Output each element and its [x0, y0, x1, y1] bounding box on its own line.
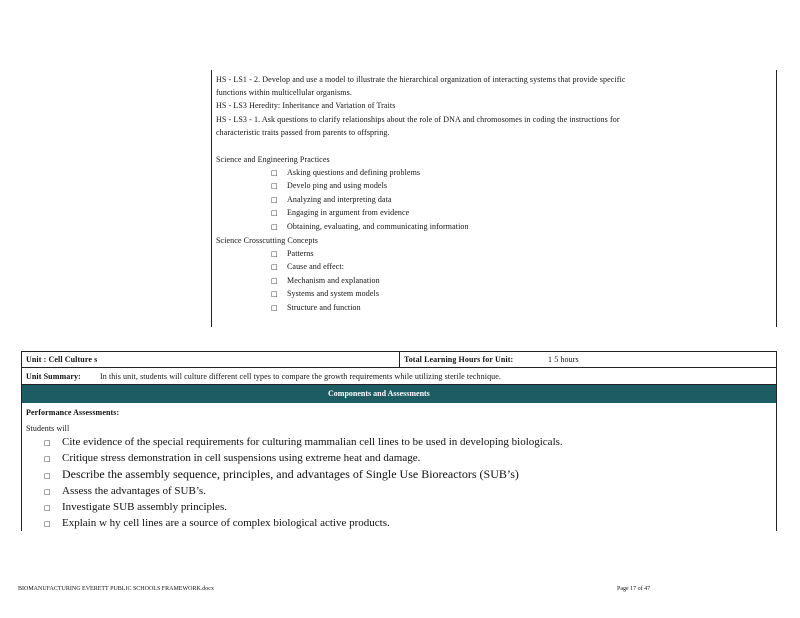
list-item: □ Asking questions and defining problems: [271, 168, 421, 177]
bullet-icon: □: [44, 455, 51, 463]
table-border-left: [21, 351, 22, 531]
list-item: □ Structure and function: [271, 303, 361, 312]
bullet-icon: □: [271, 209, 278, 217]
ls1-line2: functions within multicellular organisms.: [216, 88, 352, 97]
right-border: [776, 70, 777, 327]
list-item: □ Critique stress demonstration in cell suspensions using extreme heat and damage.: [44, 452, 421, 464]
hours-value: 1 5 hours: [548, 355, 579, 364]
bullet-icon: □: [271, 182, 278, 190]
students-will: Students will: [26, 424, 70, 433]
components-label: Components and Assessments: [328, 389, 430, 398]
bullet-icon: □: [44, 504, 51, 512]
summary-text: In this unit, students will culture different cell types to compare the growth requirements while utilizing sterile technique.: [100, 372, 502, 381]
table-divider: [399, 351, 400, 367]
bullet-icon: □: [44, 439, 51, 447]
table-divider: [21, 367, 777, 368]
list-item: □ Investigate SUB assembly principles.: [44, 501, 227, 513]
list-item: □ Analyzing and interpreting data: [271, 195, 392, 204]
ls3-line1: HS - LS3 - 1. Ask questions to clarify relationships about the role of DNA and chromosomes in coding the instructions for: [216, 115, 620, 124]
list-item: □ Obtaining, evaluating, and communicating information: [271, 222, 469, 231]
bullet-icon: □: [44, 488, 51, 496]
unit-title: Unit : Cell Culture s: [26, 355, 98, 364]
bullet-icon: □: [271, 250, 278, 258]
summary-label: Unit Summary:: [26, 372, 81, 381]
bullet-icon: □: [271, 263, 278, 271]
list-item: □ Cause and effect:: [271, 262, 345, 271]
bullet-icon: □: [271, 304, 278, 312]
table-border-right: [776, 351, 777, 531]
list-item: □ Engaging in argument from evidence: [271, 208, 410, 217]
ls1-line1: HS - LS1 - 2. Develop and use a model to illustrate the hierarchical organization of interacting systems that provide specific: [216, 75, 626, 84]
footer-filename: BIOMANUFACTURING EVERETT PUBLIC SCHOOLS FRAMEWORK.docx: [18, 586, 214, 592]
bullet-icon: □: [271, 169, 278, 177]
bullet-icon: □: [271, 290, 278, 298]
list-item: □ Develo ping and using models: [271, 181, 388, 190]
left-border: [211, 70, 212, 327]
crosscutting-heading: Science Crosscutting Concepts: [216, 236, 318, 245]
bullet-icon: □: [271, 196, 278, 204]
practices-heading: Science and Engineering Practices: [216, 155, 330, 164]
bullet-icon: □: [271, 277, 278, 285]
bullet-icon: □: [44, 520, 51, 528]
bullet-icon: □: [271, 223, 278, 231]
hours-label: Total Learning Hours for Unit:: [404, 355, 514, 364]
list-item: □ Explain w hy cell lines are a source of complex biological active products.: [44, 517, 390, 529]
list-item: □ Mechanism and explanation: [271, 276, 380, 285]
ls3-heading: HS - LS3 Heredity: Inheritance and Variation of Traits: [216, 101, 396, 110]
list-item: □ Cite evidence of the special requirements for culturing mammalian cell lines to be used in developing biologicals.: [44, 436, 563, 448]
list-item: □ Describe the assembly sequence, principles, and advantages of Single Use Bioreactors (SUB’s): [44, 467, 519, 481]
ls3-line2: characteristic traits passed from parents to offspring.: [216, 128, 390, 137]
footer-page-number: Page 17 of 47: [617, 586, 651, 592]
list-item: □ Systems and system models: [271, 289, 380, 298]
bullet-icon: □: [44, 472, 51, 480]
list-item: □ Patterns: [271, 249, 314, 258]
list-item: □ Assess the advantages of SUB’s.: [44, 485, 206, 497]
components-header: [22, 385, 776, 403]
performance-label: Performance Assessments:: [26, 408, 120, 417]
